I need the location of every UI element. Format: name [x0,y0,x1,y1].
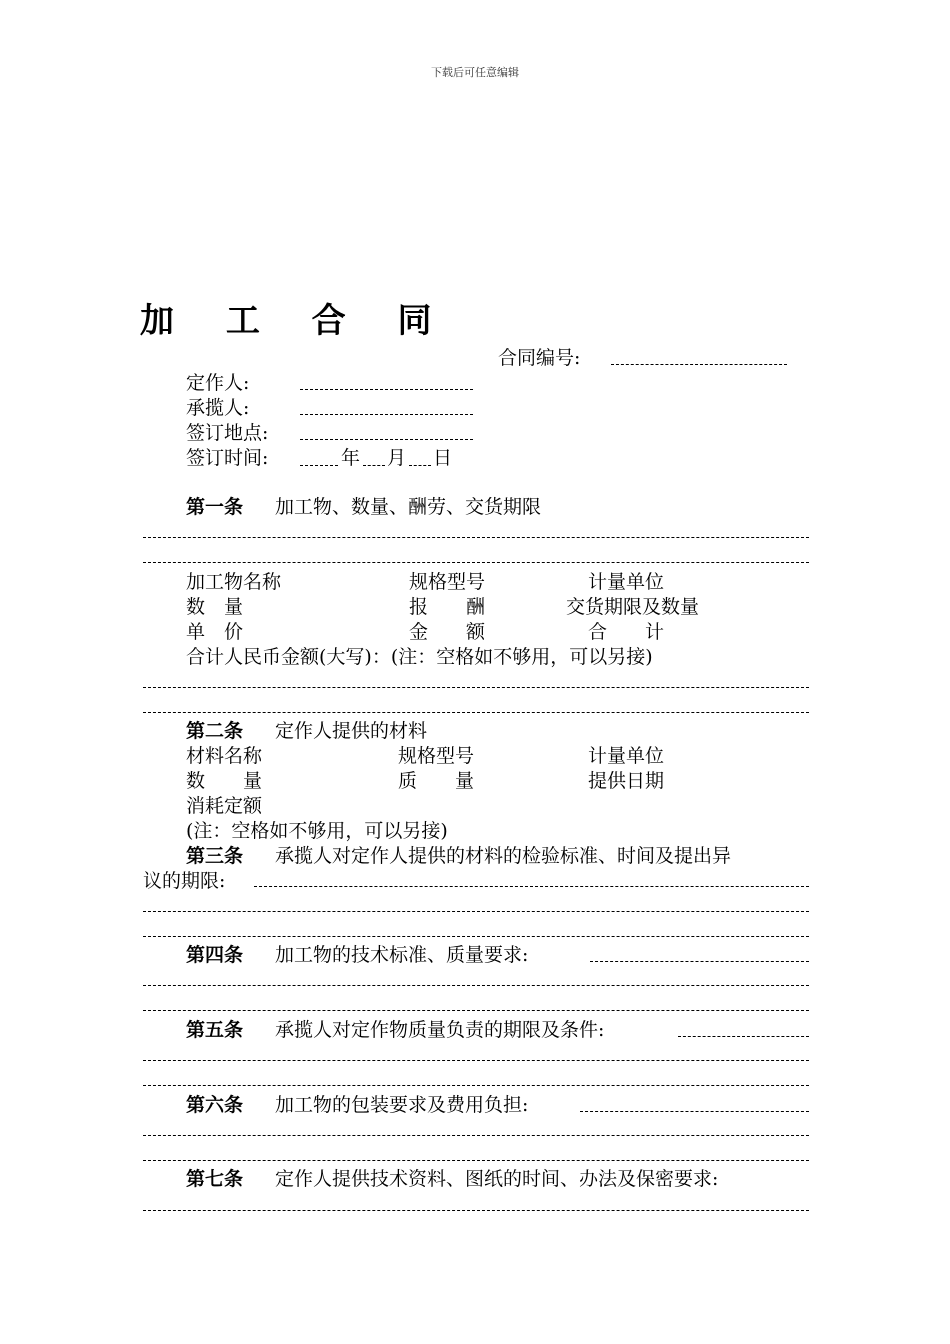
article1-rule-3 [143,687,809,688]
month-blank [363,465,385,466]
material-unit-label: 计量单位 [588,745,665,767]
year-label: 年 [341,447,361,469]
sign-place-blank [300,439,473,440]
material-name-label: 材料名称 [186,745,263,767]
unit-price-label: 单 价 [186,621,244,643]
contractor-blank [300,414,473,415]
remuneration-label: 报 酬 [409,596,486,618]
orderer-blank [300,389,473,390]
month-label: 月 [387,447,407,469]
article5-number: 第五条 [186,1019,244,1041]
article4-number: 第四条 [186,944,244,966]
day-label: 日 [433,447,453,469]
spec-model-label: 规格型号 [409,571,486,593]
article3-number: 第三条 [186,845,244,867]
article1-title: 加工物、数量、酬劳、交货期限 [275,496,542,518]
contract-no-blank [611,364,787,365]
sign-place-label: 签订地点: [186,422,269,444]
material-quantity-label: 数 量 [186,770,263,792]
consumption-quota-label: 消耗定额 [186,795,263,817]
article5-blank [678,1036,809,1037]
article6-blank [580,1111,809,1112]
article4-title: 加工物的技术标准、质量要求: [275,944,529,966]
article5-title: 承揽人对定作物质量负责的期限及条件: [275,1019,605,1041]
article6-rule-1 [143,1135,809,1136]
article3-title-line1: 承揽人对定作人提供的材料的检验标准、时间及提出异 [275,845,732,867]
article7-number: 第七条 [186,1168,244,1190]
article3-title-line2: 议的期限: [143,870,226,892]
article6-rule-2 [143,1160,809,1161]
article4-rule-2 [143,1010,809,1011]
article5-rule-1 [143,1060,809,1061]
header-note: 下载后可任意编辑 [431,66,519,79]
article3-rule-1 [143,911,809,912]
day-blank [409,465,431,466]
article1-rule-2 [143,562,809,563]
total-rmb-line: 合计人民币金额(大写)：(注：空格如不够用，可以另接) [186,646,653,668]
material-quality-label: 质 量 [398,770,475,792]
sign-time-label: 签订时间: [186,447,269,469]
article4-rule-1 [143,985,809,986]
article6-number: 第六条 [186,1094,244,1116]
item-name-label: 加工物名称 [186,571,282,593]
delivery-label: 交货期限及数量 [566,596,700,618]
article6-title: 加工物的包装要求及费用负担: [275,1094,529,1116]
unit-label: 计量单位 [588,571,665,593]
article1-rule-1 [143,537,809,538]
article1-number: 第一条 [186,496,244,518]
article2-number: 第二条 [186,720,244,742]
orderer-label: 定作人: [186,372,250,394]
article2-title: 定作人提供的材料 [275,720,428,742]
quantity-label: 数 量 [186,596,244,618]
document-title: 加 工 合 同 [140,301,452,341]
article3-blank [254,886,809,887]
contractor-label: 承揽人: [186,397,250,419]
article2-note: (注：空格如不够用，可以另接) [186,820,448,842]
article1-rule-4 [143,712,809,713]
article5-rule-2 [143,1085,809,1086]
year-blank [300,465,338,466]
article7-title: 定作人提供技术资料、图纸的时间、办法及保密要求: [275,1168,719,1190]
article4-blank [590,961,809,962]
amount-label: 金 额 [409,621,486,643]
total-label: 合 计 [588,621,665,643]
material-spec-label: 规格型号 [398,745,475,767]
article7-rule-1 [143,1210,809,1211]
article3-rule-2 [143,936,809,937]
contract-no-label: 合同编号: [498,347,581,369]
supply-date-label: 提供日期 [588,770,665,792]
